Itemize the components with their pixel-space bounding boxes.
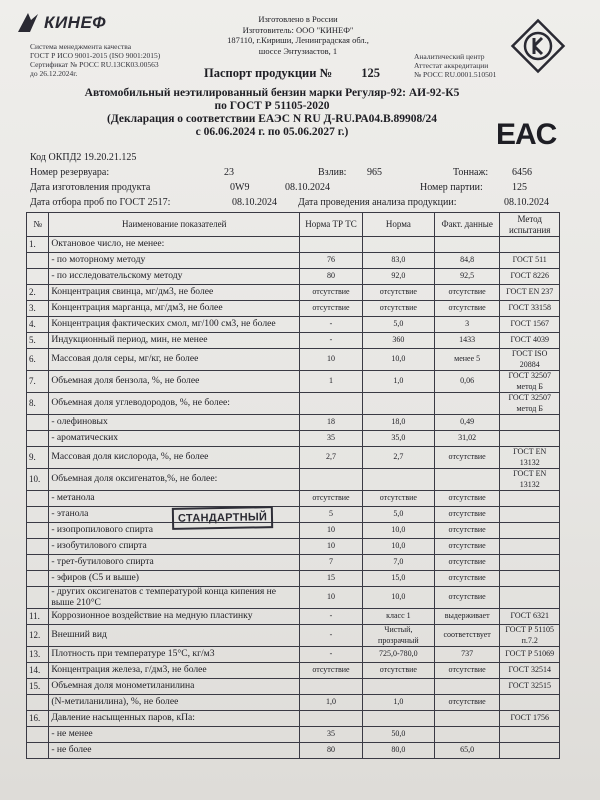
row-number [27,743,49,759]
actual-value: отсутствие [434,539,500,555]
row-number [27,415,49,431]
norm: Чистый, прозрачный [362,625,434,647]
title-line: Автомобильный неэтилированный бензин марки Регуляр-92: АИ-92-К5 [84,87,460,99]
norm: отсутствие [362,663,434,679]
indicator-name: Октановое число, не менее: [49,237,300,253]
actual-value [434,237,500,253]
indicator-name: Внешний вид [49,625,300,647]
header-cell: Наименование показателей [49,213,300,237]
table-row [27,571,560,587]
indicator-name: Объемная доля монометиланилина [49,679,300,695]
norm-trts: отсутствие [300,301,363,317]
norm-trts: 10 [300,539,363,555]
actual-value: отсутствие [434,447,500,469]
actual-value: отсутствие [434,571,500,587]
test-method: ГОСТ ISO 20884 [500,349,560,371]
row-number [27,555,49,571]
table-row [27,333,560,349]
norm-trts: отсутствие [300,285,363,301]
sample-date: 08.10.2024 [232,197,277,208]
actual-value: менее 5 [434,349,500,371]
indicator-name: - по моторному методу [49,253,300,269]
test-method: ГОСТ 33158 [500,301,560,317]
indicator-name: - изобутилового спирта [49,539,300,555]
row-number: 1. [27,237,49,253]
row-number [27,507,49,523]
test-method: ГОСТ EN 237 [500,285,560,301]
row-number: 13. [27,647,49,663]
norm [362,679,434,695]
kinef-logo-icon [16,10,42,36]
table-row [27,647,560,663]
norm: 7,0 [362,555,434,571]
okpd-code: Код ОКПД2 19.20.21.125 [30,152,137,163]
row-number: 4. [27,317,49,333]
norm: отсутствие [362,301,434,317]
fill-value: 965 [367,167,382,178]
norm-trts: 1 [300,371,363,393]
table-row [27,523,560,539]
indicator-name: - не менее [49,727,300,743]
test-method: ГОСТ Р 51069 [500,647,560,663]
test-method: ГОСТ 32507 метод Б [500,371,560,393]
lab-block [414,52,496,79]
test-method: ГОСТ EN 13132 [500,469,560,491]
norm: 92,0 [362,269,434,285]
test-method: ГОСТ 6321 [500,609,560,625]
actual-value: 3 [434,317,500,333]
norm [362,469,434,491]
norm: 50,0 [362,727,434,743]
test-method: ГОСТ 8226 [500,269,560,285]
sample-label: Дата отбора проб по ГОСТ 2517: [30,197,171,208]
row-number [27,539,49,555]
indicator-name: - не более [49,743,300,759]
indicator-name: Концентрация марганца, мг/дм3, не более [49,301,300,317]
norm-trts: - [300,625,363,647]
lab-line: № РОСС RU.0001.510501 [414,70,497,79]
actual-value: отсутствие [434,301,500,317]
manufacturer-block [227,14,369,56]
actual-value [434,727,500,743]
norm-trts: 1,0 [300,695,363,711]
test-method: ГОСТ Р 51105 п.7.2 [500,625,560,647]
passport-title [204,66,380,81]
norm: 10,0 [362,349,434,371]
made-in: Изготовлено в России [258,14,338,24]
actual-value: 1433 [434,333,500,349]
actual-value: 737 [434,647,500,663]
norm-trts [300,679,363,695]
test-method [500,571,560,587]
qms-line: Система менеджмента качества [30,42,132,51]
indicator-name: Плотность при температуре 15°С, кг/м3 [49,647,300,663]
indicator-name: Индукционный период, мин, не менее [49,333,300,349]
analysis-date: 08.10.2024 [504,197,549,208]
norm-trts [300,393,363,415]
row-number: 8. [27,393,49,415]
row-number [27,431,49,447]
norm: 18,0 [362,415,434,431]
actual-value: соответствует [434,625,500,647]
quality-table [26,212,560,759]
batch-value: 125 [512,182,527,193]
norm: 725,0-780,0 [362,647,434,663]
actual-value: 84,8 [434,253,500,269]
qms-line: ГОСТ Р ИСО 9001-2015 (ISO 9001:2015) [30,51,161,60]
norm [362,237,434,253]
norm [362,711,434,727]
test-method [500,491,560,507]
table-row [27,743,560,759]
row-number: 3. [27,301,49,317]
test-method [500,587,560,609]
norm: 10,0 [362,523,434,539]
norm-trts [300,237,363,253]
actual-value: 31,02 [434,431,500,447]
actual-value: отсутствие [434,663,500,679]
actual-value: отсутствие [434,555,500,571]
norm-trts: - [300,317,363,333]
table-row [27,431,560,447]
indicator-name: Объемная доля оксигенатов,%, не более: [49,469,300,491]
indicator-name: - изопропилового спирта [49,523,300,539]
table-row [27,415,560,431]
table-row [27,447,560,469]
norm-trts: 35 [300,727,363,743]
indicator-name: Коррозионное воздействие на медную пластинку [49,609,300,625]
actual-value: 0,49 [434,415,500,431]
indicator-name: - других оксигенатов с температурой конца кипения не выше 210°С [49,587,300,609]
address-line: шоссе Энтузиастов, 1 [258,45,338,56]
test-method: ГОСТ 1756 [500,711,560,727]
table-row [27,695,560,711]
norm [362,393,434,415]
test-method [500,415,560,431]
table-row [27,539,560,555]
actual-value [434,679,500,695]
norm-trts: 2,7 [300,447,363,469]
table-row [27,393,560,415]
indicator-name: Объемная доля бензола, %, не более [49,371,300,393]
row-number [27,695,49,711]
table-row [27,301,560,317]
norm-trts: 10 [300,349,363,371]
table-row [27,469,560,491]
norm: 15,0 [362,571,434,587]
norm-trts: 35 [300,431,363,447]
test-method: ГОСТ 32515 [500,679,560,695]
qms-line: до 26.12.2024г. [30,69,78,78]
norm: 1,0 [362,371,434,393]
actual-value: отсутствие [434,507,500,523]
table-row [27,269,560,285]
table-row [27,609,560,625]
lab-line: Аналитический центр [414,52,485,61]
table-header-row [27,213,560,237]
eac-mark: EAC [496,118,557,151]
row-number: 16. [27,711,49,727]
test-method: ГОСТ 1567 [500,317,560,333]
table-row [27,491,560,507]
row-number: 9. [27,447,49,469]
indicator-name: Объемная доля углеводородов, %, не более: [49,393,300,415]
indicator-name: Концентрация фактических смол, мг/100 см3, не более [49,317,300,333]
test-method [500,507,560,523]
norm-trts: 80 [300,269,363,285]
actual-value: отсутствие [434,695,500,711]
test-method: ГОСТ 32514 [500,663,560,679]
indicator-name: Массовая доля серы, мг/кг, не более [49,349,300,371]
actual-value: 0,06 [434,371,500,393]
test-method [500,539,560,555]
accreditation-seal-icon [510,18,566,74]
table-row [27,237,560,253]
indicator-name: Концентрация свинца, мг/дм3, не более [49,285,300,301]
header-cell: Норма [362,213,434,237]
actual-value [434,469,500,491]
made-date: 08.10.2024 [285,182,330,193]
test-method [500,555,560,571]
standard-stamp: СТАНДАРТНЫЙ [172,506,274,530]
made-date-label: Дата изготовления продукта [30,182,151,193]
passport-label: Паспорт продукции № [204,66,333,80]
table-row [27,285,560,301]
test-method: ГОСТ 4039 [500,333,560,349]
logo-text: КИНЕФ [44,13,107,32]
norm: 80,0 [362,743,434,759]
actual-value: отсутствие [434,285,500,301]
actual-value [434,393,500,415]
test-method: ГОСТ 511 [500,253,560,269]
row-number: 2. [27,285,49,301]
norm: 10,0 [362,587,434,609]
norm-trts: 15 [300,571,363,587]
norm: 1,0 [362,695,434,711]
actual-value [434,711,500,727]
tonnage-label: Тоннаж: [453,167,489,178]
indicator-name: Концентрация железа, г/дм3, не более [49,663,300,679]
row-number: 10. [27,469,49,491]
row-number [27,571,49,587]
norm: отсутствие [362,491,434,507]
tonnage-value: 6456 [512,167,532,178]
row-number: 14. [27,663,49,679]
norm: 10,0 [362,539,434,555]
norm-trts: - [300,647,363,663]
row-number [27,523,49,539]
fill-label: Взлив: [318,167,347,178]
norm: отсутствие [362,285,434,301]
table-row [27,663,560,679]
norm-trts: отсутствие [300,663,363,679]
norm-trts: 5 [300,507,363,523]
norm-trts: 10 [300,523,363,539]
row-number: 15. [27,679,49,695]
norm-trts: 18 [300,415,363,431]
row-number: 5. [27,333,49,349]
tank-value: 23 [224,167,234,178]
qms-line: Сертификат № РОСС RU.13СК03.00563 [30,60,159,69]
norm: 360 [362,333,434,349]
table-row [27,555,560,571]
analysis-label: Дата проведения анализа продукции: [298,197,457,208]
table-row [27,679,560,695]
test-method [500,743,560,759]
table-row [27,625,560,647]
norm: 2,7 [362,447,434,469]
row-number [27,587,49,609]
norm-trts: отсутствие [300,491,363,507]
address-line: 187110, г.Кириши, Ленинградская обл., [227,35,369,45]
norm: 5,0 [362,317,434,333]
test-method [500,695,560,711]
norm: 5,0 [362,507,434,523]
indicator-name: - этанола [49,507,300,523]
actual-value: отсутствие [434,491,500,507]
passport-number: 125 [361,66,381,80]
norm: 35,0 [362,431,434,447]
table-row [27,371,560,393]
title-line: с 06.06.2024 г. по 05.06.2027 г.) [195,126,349,138]
row-number [27,253,49,269]
row-number [27,727,49,743]
header-cell: Факт. данные [434,213,500,237]
actual-value: 65,0 [434,743,500,759]
table-row [27,317,560,333]
header-cell: № [27,213,49,237]
row-number: 12. [27,625,49,647]
row-number [27,491,49,507]
batch-label: Номер партии: [420,182,483,193]
test-method [500,431,560,447]
table-row [27,253,560,269]
product-title [85,87,460,139]
actual-value: отсутствие [434,523,500,539]
norm-trts: 80 [300,743,363,759]
actual-value: 92,5 [434,269,500,285]
indicator-name: - по исследовательскому методу [49,269,300,285]
header-cell: Метод испытания [500,213,560,237]
manufacturer-name: Изготовитель: ООО "КИНЕФ" [242,24,354,35]
header-cell: Норма ТР ТС [300,213,363,237]
indicator-name: - метанола [49,491,300,507]
lab-line: Аттестат аккредитации [414,61,489,70]
test-method: ГОСТ EN 13132 [500,447,560,469]
title-line: по ГОСТ Р 51105-2020 [214,100,330,112]
norm-trts: - [300,609,363,625]
test-method [500,523,560,539]
tank-label: Номер резервуара: [30,167,110,178]
indicator-name: Давление насыщенных паров, кПа: [49,711,300,727]
actual-value: отсутствие [434,587,500,609]
row-number: 11. [27,609,49,625]
made-code: 0W9 [230,182,250,193]
row-number [27,269,49,285]
indicator-name: (N-метиланилина), %, не более [49,695,300,711]
row-number: 6. [27,349,49,371]
table-row [27,507,560,523]
norm-trts [300,711,363,727]
indicator-name: - ароматических [49,431,300,447]
test-method [500,237,560,253]
norm-trts: 7 [300,555,363,571]
row-number: 7. [27,371,49,393]
qms-block [30,42,160,78]
title-line: (Декларация о соответствии ЕАЭС N RU Д-RU.РА04.В.89908/24 [106,113,437,125]
actual-value: выдерживает [434,609,500,625]
table-row [27,349,560,371]
test-method: ГОСТ 32507 метод Б [500,393,560,415]
norm: 83,0 [362,253,434,269]
table-row [27,727,560,743]
indicator-name: Массовая доля кислорода, %, не более [49,447,300,469]
test-method [500,727,560,743]
norm-trts: - [300,333,363,349]
table-row [27,587,560,609]
indicator-name: - олефиновых [49,415,300,431]
indicator-name: - трет-бутилового спирта [49,555,300,571]
table-row [27,711,560,727]
norm-trts: 10 [300,587,363,609]
norm: класс 1 [362,609,434,625]
norm-trts [300,469,363,491]
norm-trts: 76 [300,253,363,269]
indicator-name: - эфиров (С5 и выше) [49,571,300,587]
